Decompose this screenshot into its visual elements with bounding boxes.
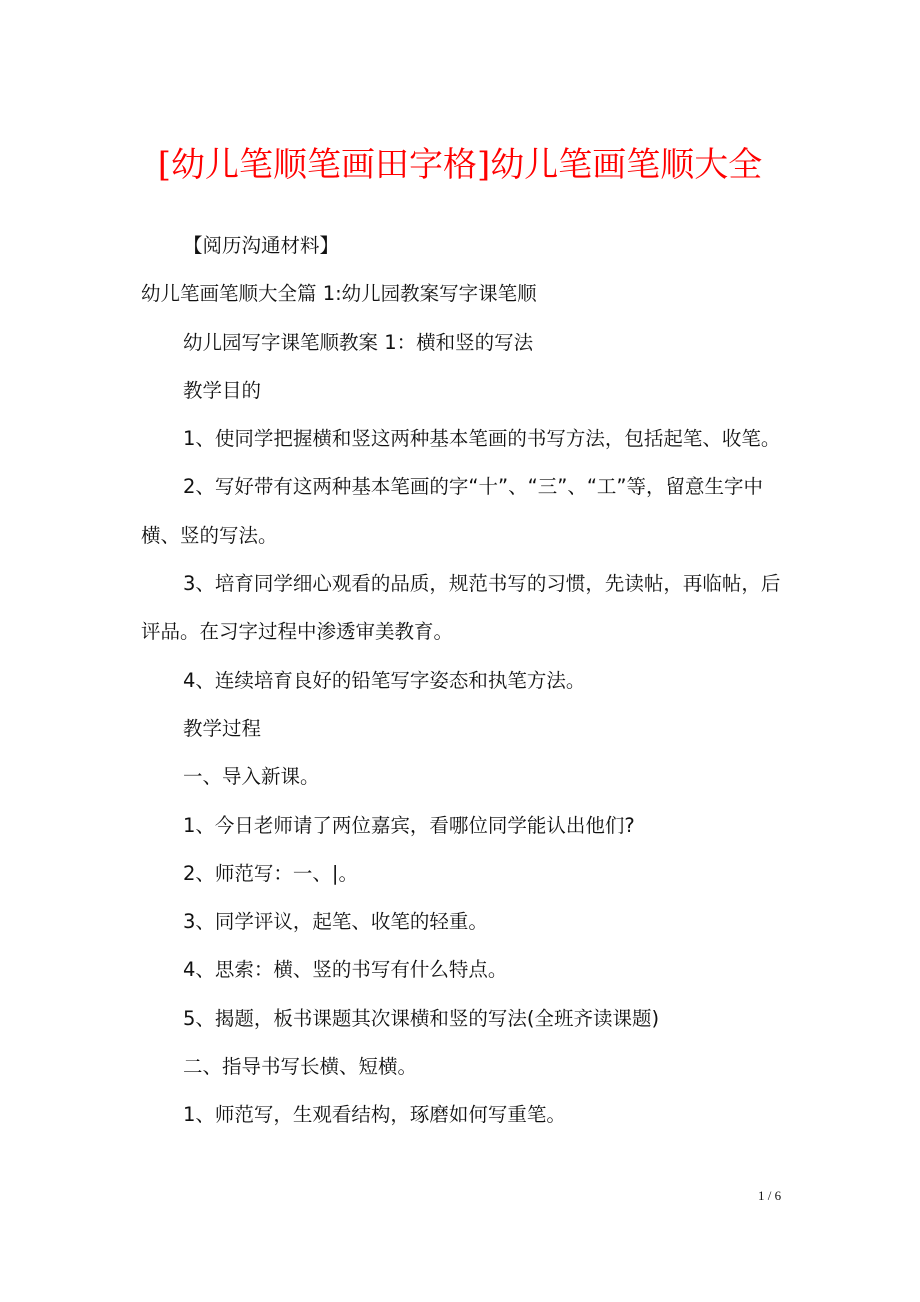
paragraph: 一、导入新课。 xyxy=(183,765,320,789)
document-title: [幼儿笔顺笔画田字格]幼儿笔画笔顺大全 xyxy=(157,145,763,185)
paragraph: 1、使同学把握横和竖这两种基本笔画的书写方法，包括起笔、收笔。 xyxy=(183,427,781,451)
paragraph: 4、思索：横、竖的书写有什么特点。 xyxy=(183,958,508,982)
page-number: 1 / 6 xyxy=(758,1188,782,1203)
paragraph: 1、今日老师请了两位嘉宾，看哪位同学能认出他们? xyxy=(183,813,635,837)
paragraph: 教学目的 xyxy=(183,378,262,402)
paragraph: 二、指导书写长横、短横。 xyxy=(183,1055,418,1079)
paragraph: 【阅历沟通材料】 xyxy=(183,234,340,257)
paragraph: 3、培育同学细心观看的品质，规范书写的习惯，先读帖，再临帖，后评品。在习字过程中渗透审美教育。 xyxy=(141,572,781,644)
paragraph: 5、揭题，板书课题其次课横和竖的写法(全班齐读课题) xyxy=(183,1006,660,1030)
paragraph: 教学过程 xyxy=(183,716,262,740)
paragraph: 1、师范写，生观看结构，琢磨如何写重笔。 xyxy=(183,1103,566,1127)
paragraph: 3、同学评议，起笔、收笔的轻重。 xyxy=(183,910,488,934)
paragraph: 幼儿园写字课笔顺教案 1：横和竖的写法 xyxy=(183,330,534,354)
paragraph: 2、写好带有这两种基本笔画的字“十”、“三”、“工”等，留意生字中横、竖的写法。 xyxy=(141,475,764,547)
document-body xyxy=(141,222,789,1140)
paragraph: 幼儿笔画笔顺大全篇 1:幼儿园教案写字课笔顺 xyxy=(141,282,537,306)
paragraph: 4、连续培育良好的铅笔写字姿态和执笔方法。 xyxy=(183,668,586,692)
paragraph: 2、师范写：一、|。 xyxy=(183,861,358,885)
